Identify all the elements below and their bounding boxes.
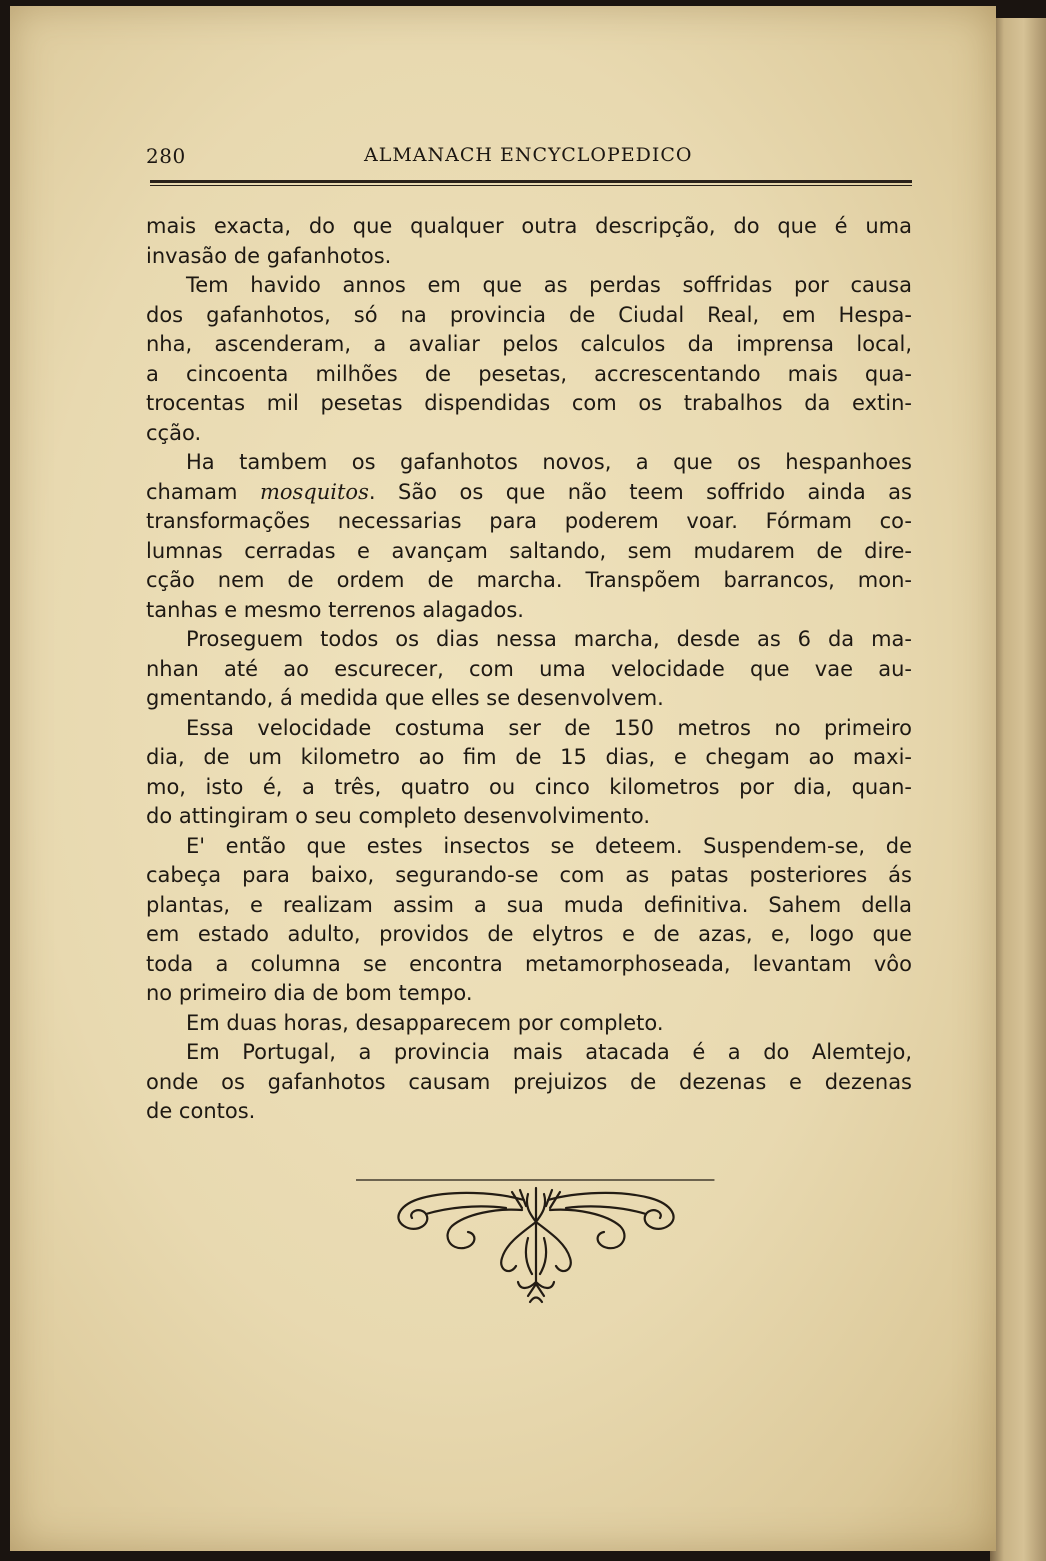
text-line: plantas, e realizam assim a sua muda definitiva. Sahem della — [146, 892, 912, 917]
text-line: lumnas cerradas e avançam saltando, sem mudarem de dire- — [146, 538, 912, 563]
text-line: Tem havido annos em que as perdas soffridas por causa — [186, 273, 912, 297]
text-line: nha, ascenderam, a avaliar pelos calculos da imprensa local, — [146, 332, 912, 356]
text-line: mo, isto é, a três, quatro ou cinco kilometros por dia, quan- — [146, 774, 912, 799]
text-line-mosquitos: chamam mosquitos. São os que não teem soffrido ainda as — [146, 479, 912, 504]
next-page-edge — [990, 18, 1046, 1561]
text-line: de contos. — [146, 1099, 256, 1123]
text-line: Em duas horas, desapparecem por completo. — [186, 1010, 664, 1035]
text-line: no primeiro dia de bom tempo. — [146, 981, 473, 1005]
text-line: invasão de gafanhotos. — [146, 243, 392, 268]
text-line: cabeça para baixo, segurando-se com as patas posteriores ás — [146, 863, 912, 887]
page-header — [146, 140, 912, 174]
text-line: transformações necessarias para poderem voar. Fórmam co- — [146, 509, 912, 533]
text-line: toda a columna se encontra metamorphoseada, levantam vôo — [146, 951, 912, 976]
text-line: nhan até ao escurecer, com uma velocidade que vae au- — [146, 656, 912, 681]
page-number: 280 — [146, 144, 186, 168]
text-line: dia, de um kilometro ao fim de 15 dias, e chegam ao maxi- — [146, 745, 912, 769]
text-line: do attingiram o seu completo desenvolvimento. — [146, 804, 651, 828]
text-line: Em Portugal, a provincia mais atacada é a do Alemtejo, — [186, 1040, 912, 1064]
text-line: trocentas mil pesetas dispendidas com os trabalhos da extin- — [146, 391, 912, 415]
text-line: mais exacta, do que qualquer outra descripção, do que é uma — [146, 214, 912, 238]
text-line: cção. — [146, 420, 202, 445]
text-line: Essa velocidade costuma ser de 150 metros no primeiro — [186, 715, 912, 740]
text-line: a cincoenta milhões de pesetas, accrescentando mais qua- — [146, 361, 912, 386]
text-line: Proseguem todos os dias nessa marcha, desde as 6 da ma- — [186, 627, 912, 651]
text-line: tanhas e mesmo terrenos alagados. — [146, 597, 524, 622]
italic-term: mosquitos — [259, 479, 369, 504]
page-body-text — [146, 212, 912, 1127]
text-line: E' então que estes insectos se deteem. Suspendem-se, de — [186, 833, 912, 858]
text-line: gmentando, á medida que elles se desenvolvem. — [146, 686, 664, 710]
text-line: dos gafanhotos, só na provincia de Ciudal Real, em Hespa- — [146, 302, 912, 327]
header-rule — [150, 180, 912, 186]
text-line: em estado adulto, providos de elytros e de azas, e, logo que — [146, 922, 912, 946]
text-line: cção nem de ordem de marcha. Transpõem barrancos, mon- — [146, 568, 912, 592]
text-line: Ha tambem os gafanhotos novos, a que os hespanhoes — [186, 450, 912, 474]
tailpiece-ornament-icon — [356, 1178, 716, 1308]
running-title: ALMANACH ENCYCLOPEDICO — [364, 144, 693, 166]
text-line: onde os gafanhotos causam prejuizos de dezenas e dezenas — [146, 1069, 912, 1094]
